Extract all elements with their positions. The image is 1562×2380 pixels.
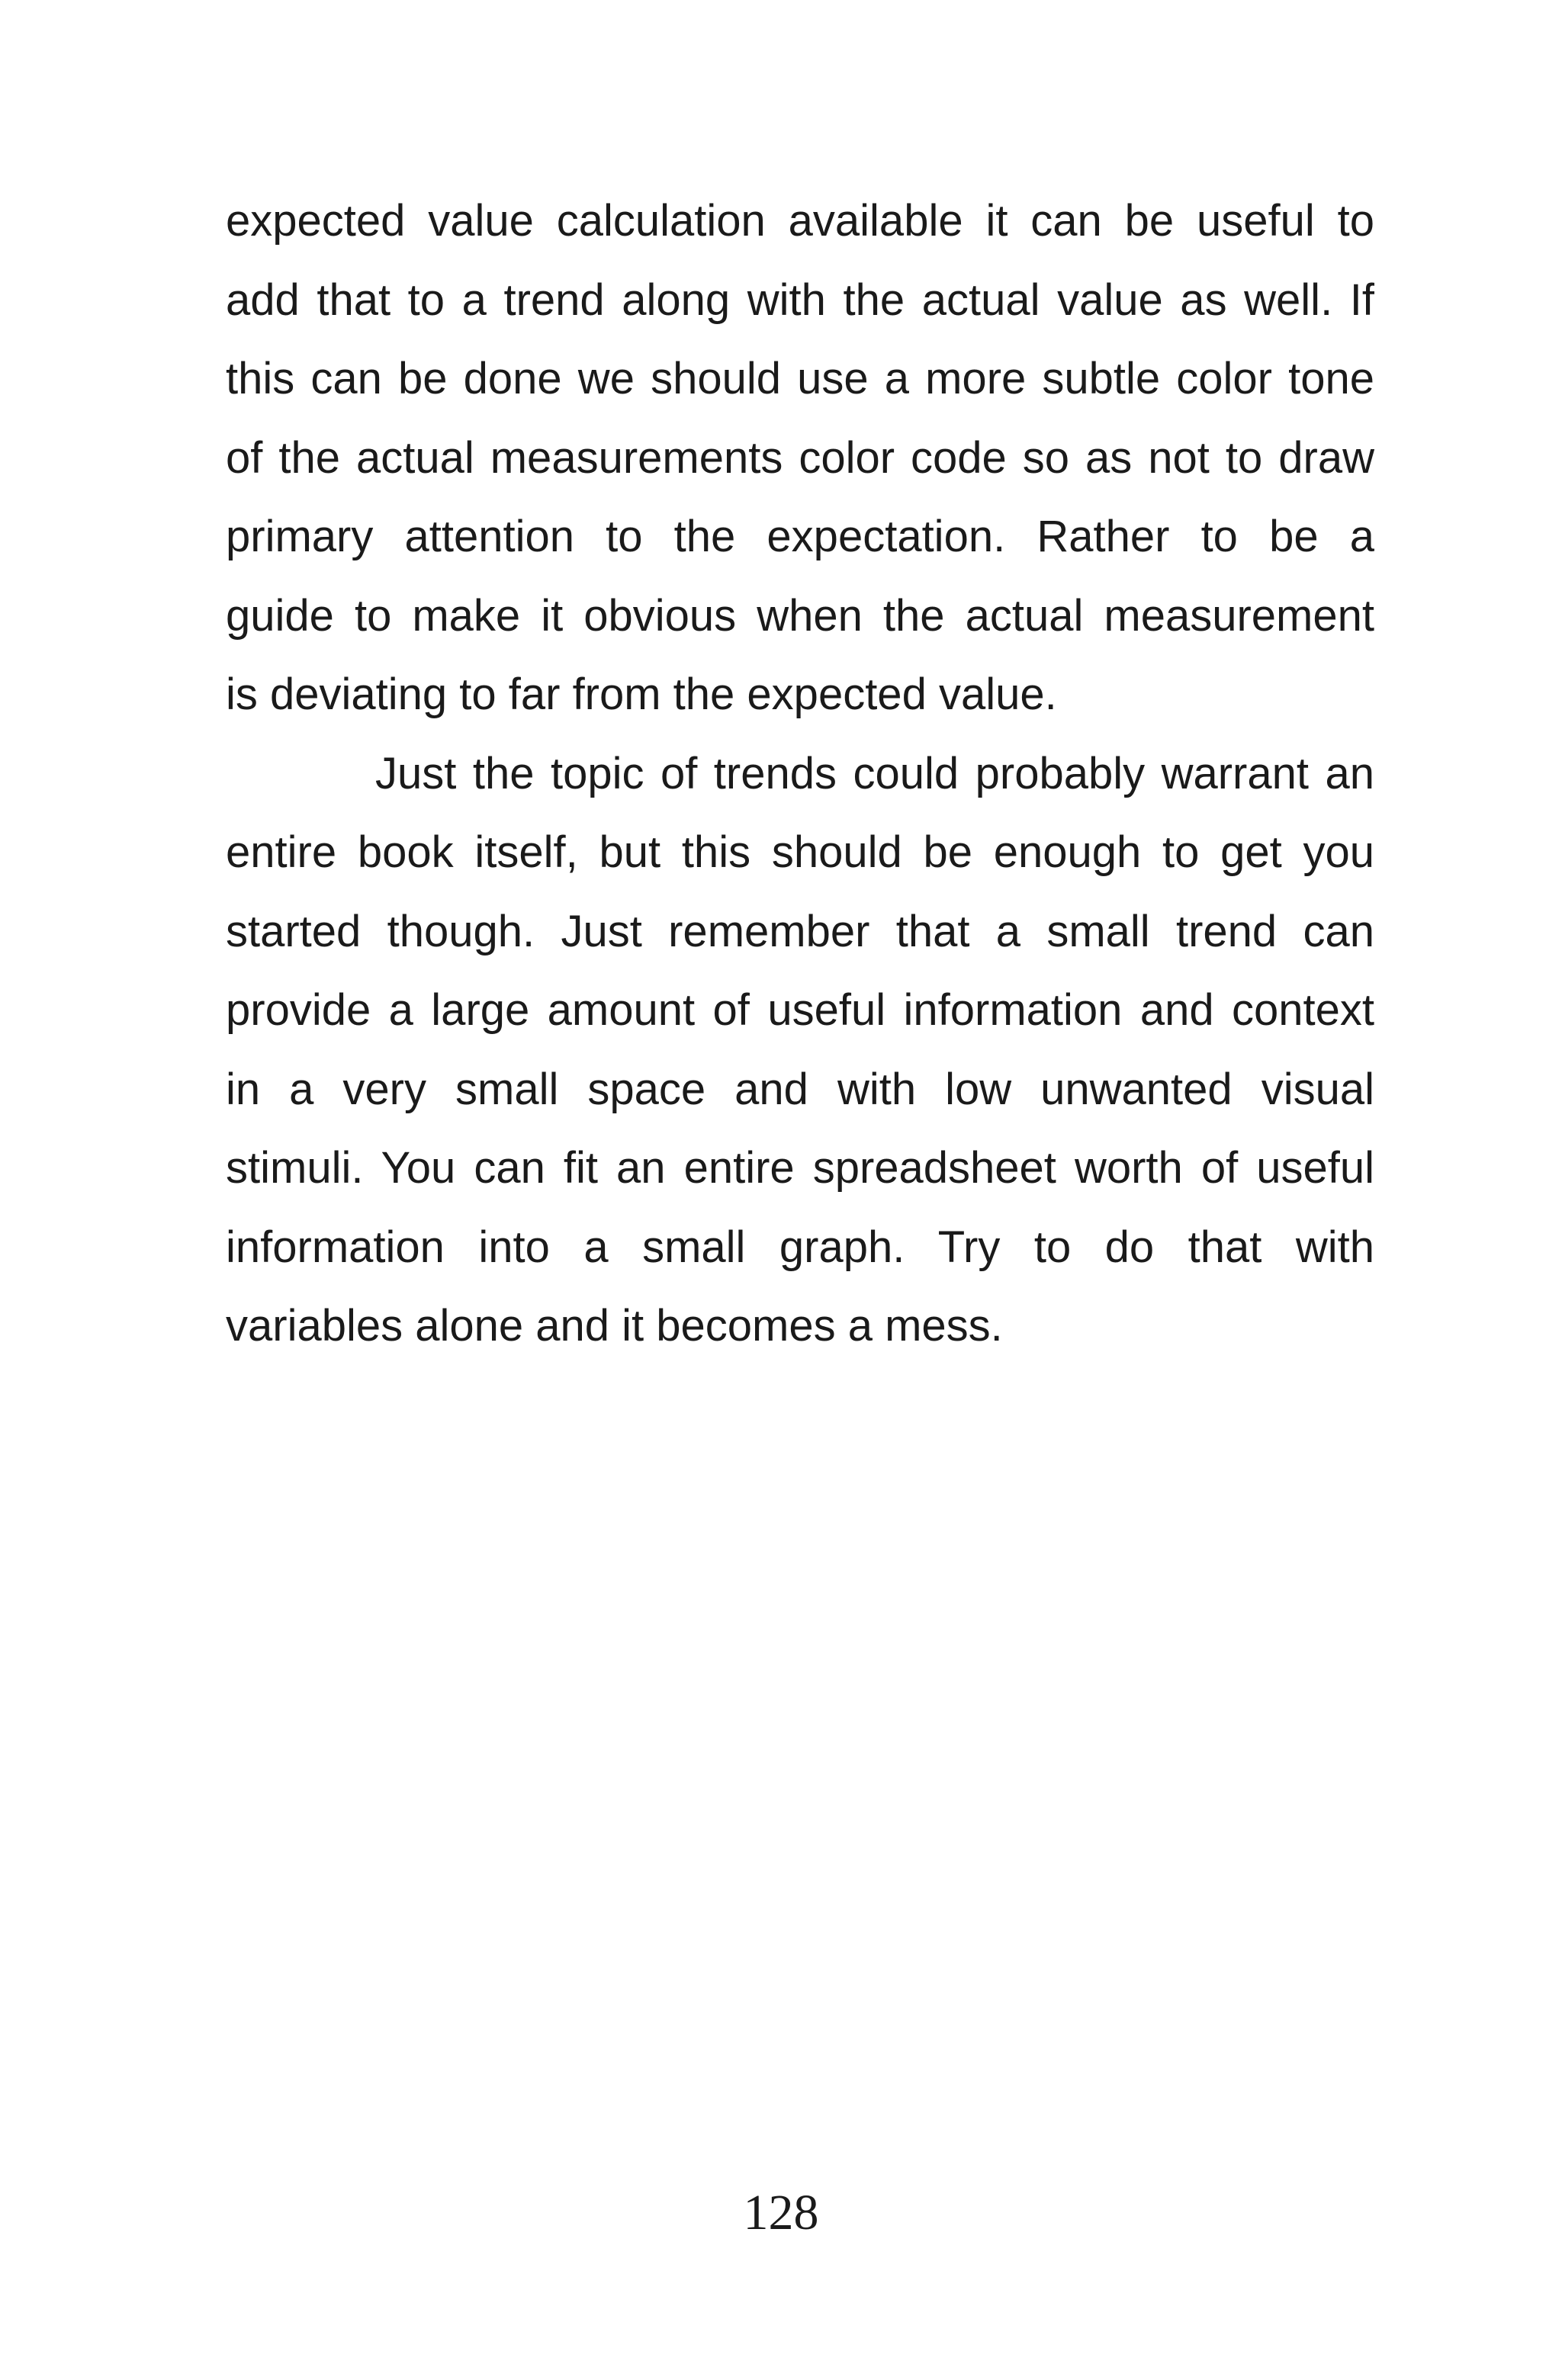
paragraph-1 (226, 181, 1374, 734)
paragraph-2 (226, 734, 1374, 1366)
text-line: primary attention to the expectation. Rather to be a (226, 512, 1374, 561)
text-line: in a very small space and with low unwanted visual (226, 1064, 1374, 1114)
text-line: this can be done we should use a more subtle color tone (226, 354, 1374, 403)
text-line: stimuli. You can fit an entire spreadsheet worth of useful (226, 1143, 1374, 1193)
text-line: of the actual measurements color code so as not to draw (226, 432, 1374, 483)
text-line: variables alone and it becomes a mess. (226, 1301, 1003, 1351)
text-line: information into a small graph. Try to do that with (226, 1222, 1374, 1272)
page-number: 128 (743, 2185, 819, 2240)
text-line: entire book itself, but this should be enough to get you (226, 827, 1374, 877)
text-line: started though. Just remember that a small trend can (226, 906, 1374, 956)
text-line: Just the topic of trends could probably warrant an (375, 748, 1374, 798)
text-line: provide a large amount of useful information and context (226, 985, 1374, 1035)
text-line: add that to a trend along with the actual value as well. If (226, 275, 1374, 325)
body-text (226, 181, 1374, 1366)
text-line: expected value calculation available it can be useful to (226, 196, 1374, 246)
text-line: is deviating to far from the expected value. (226, 670, 1057, 719)
text-line: guide to make it obvious when the actual measurement (226, 590, 1374, 641)
